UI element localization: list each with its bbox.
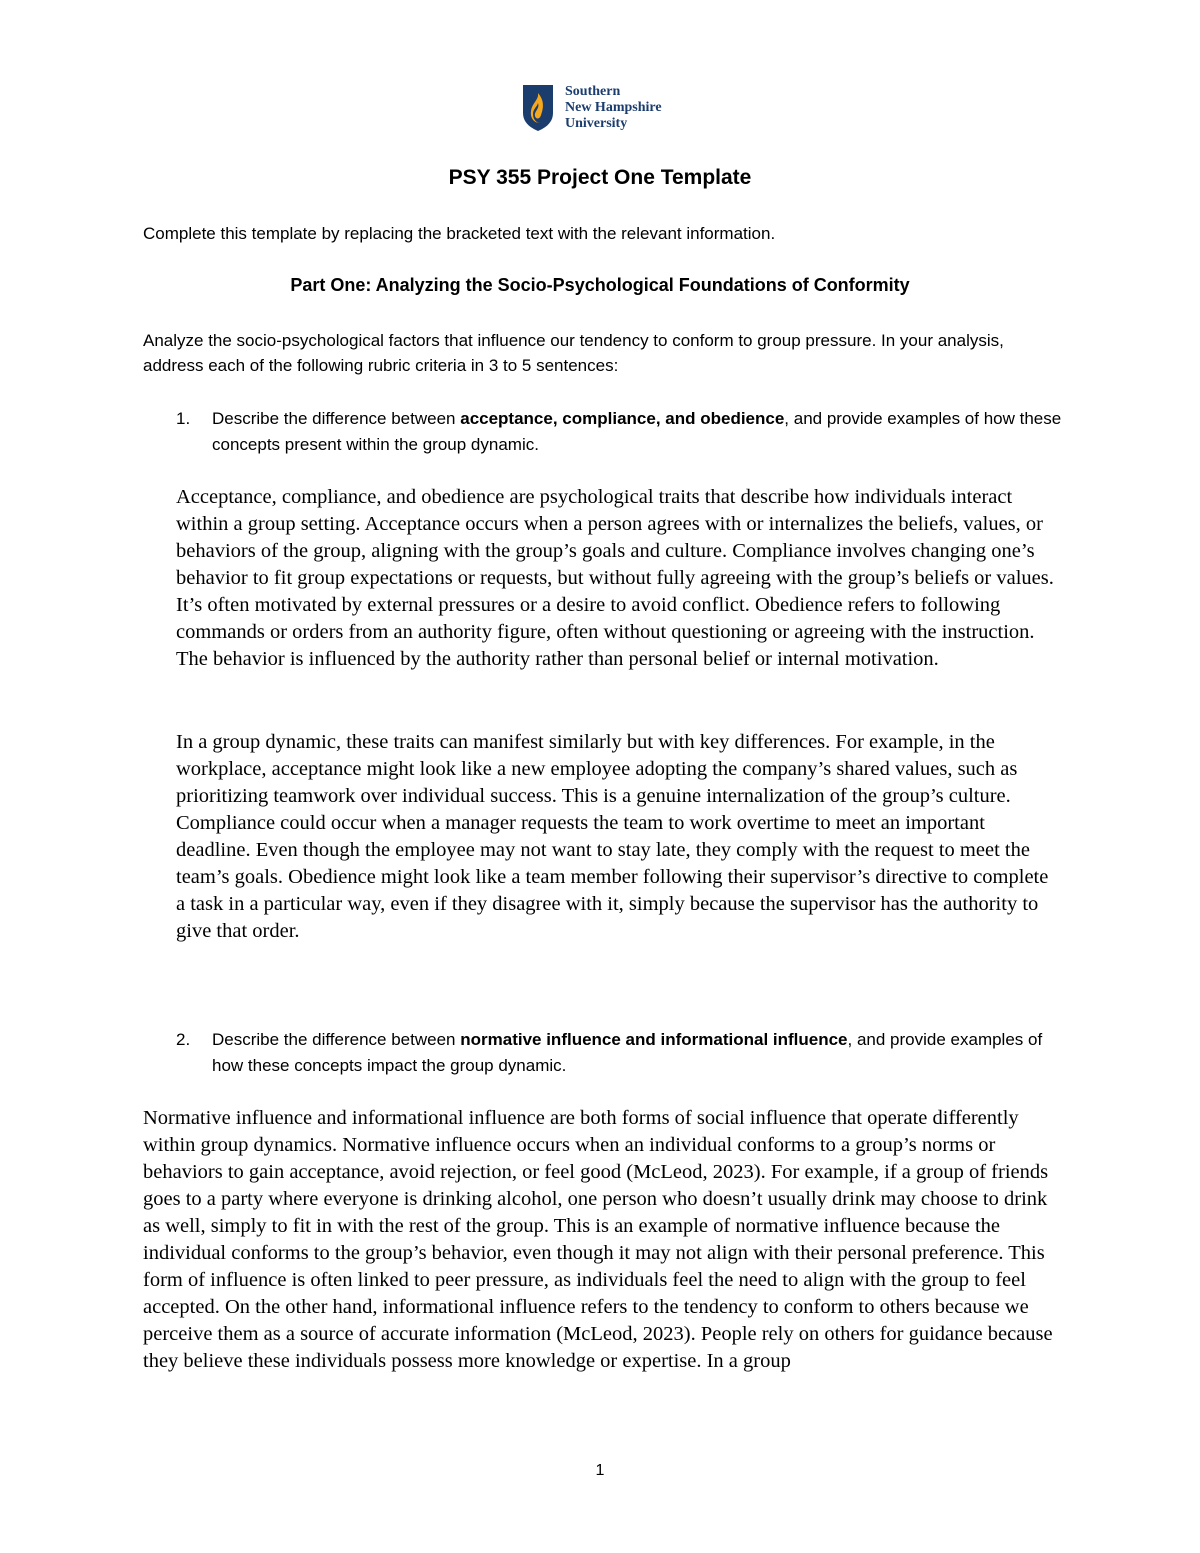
question-1-prefix: Describe the difference between [212, 409, 461, 428]
university-logo [523, 84, 662, 132]
answer-1-paragraph-1: Acceptance, compliance, and obedience are psychological traits that describe how individuals interact within a group setting. Acceptance occurs when a person agrees with or internalizes the beliefs, values, or behaviors of the group, aligning with the group’s goals and culture. Compliance involves changing one’s behavior to fit group expectations or requests, but without fully agreeing with the group’s beliefs or values. It’s often motivated by external pressures or a desire to avoid conflict. Obedience refers to following commands or orders from an authority figure, often without questioning or agreeing with the instruction. The behavior is influenced by the authority rather than personal belief or internal motivation. [176, 486, 1054, 670]
question-2-bold: normative influence and informational influence [460, 1030, 848, 1049]
page-title: PSY 355 Project One Template [448, 166, 752, 189]
logo-line-1: Southern [565, 84, 621, 99]
question-1-suffix: , and provide examples of how these concepts present within the group dynamic. [212, 409, 1062, 454]
question-1-bold: acceptance, compliance, and obedience [460, 409, 785, 428]
shield-flame-icon [523, 85, 553, 131]
question-2-suffix: , and provide examples of how these concepts impact the group dynamic. [212, 1030, 1043, 1075]
logo-line-3: University [565, 116, 628, 131]
instructions: Complete this template by replacing the bracketed text with the relevant information. [143, 224, 776, 243]
question-1-number: 1. [176, 409, 191, 428]
question-2-prefix: Describe the difference between [212, 1030, 461, 1049]
analyze-prompt: Analyze the socio-psychological factors that influence our tendency to conform to group pressure. In your analysis, address each of the following rubric criteria in 3 to 5 sentences: [143, 331, 1004, 375]
question-1 [176, 406, 1066, 458]
answer-1-paragraph-2: In a group dynamic, these traits can manifest similarly but with key differences. For example, in the workplace, acceptance might look like a new employee adopting the company’s shared values, such as prioritizing teamwork over individual success. This is a genuine internalization of the group’s culture. Compliance could occur when a manager requests the team to work overtime to meet an important deadline. Even though the employee may not want to stay late, they comply with the request to meet the team’s goals. Obedience might look like a team member following their supervisor’s directive to complete a task in a particular way, even if they disagree with it, simply because the supervisor has the authority to give that order. [176, 731, 1049, 942]
question-2-number: 2. [176, 1030, 191, 1049]
question-1-text [212, 406, 1066, 458]
part-one-heading: Part One: Analyzing the Socio-Psychological Foundations of Conformity [290, 275, 910, 295]
logo-line-2: New Hampshire [565, 100, 662, 115]
page-number: 1 [595, 1462, 605, 1479]
logo-wordmark [565, 84, 662, 132]
question-2-text [212, 1027, 1066, 1079]
question-2 [176, 1027, 1066, 1079]
answer-2-paragraph: Normative influence and informational influence are both forms of social influence that operate differently within group dynamics. Normative influence occurs when an individual conforms to a group’s norms or behaviors to gain acceptance, avoid rejection, or feel good (McLeod, 2023). For example, if a group of friends goes to a party where everyone is drinking alcohol, one person who doesn’t usually drink may choose to drink as well, simply to fit in with the rest of the group. This is an example of normative influence because the individual conforms to the group’s behavior, even though it may not align with their personal preference. This form of influence is often linked to peer pressure, as individuals feel the need to align with the group to feel accepted. On the other hand, informational influence refers to the tendency to conform to others because we perceive them as a source of accurate information (McLeod, 2023). People rely on others for guidance because they believe these individuals possess more knowledge or expertise. In a group [143, 1107, 1053, 1372]
